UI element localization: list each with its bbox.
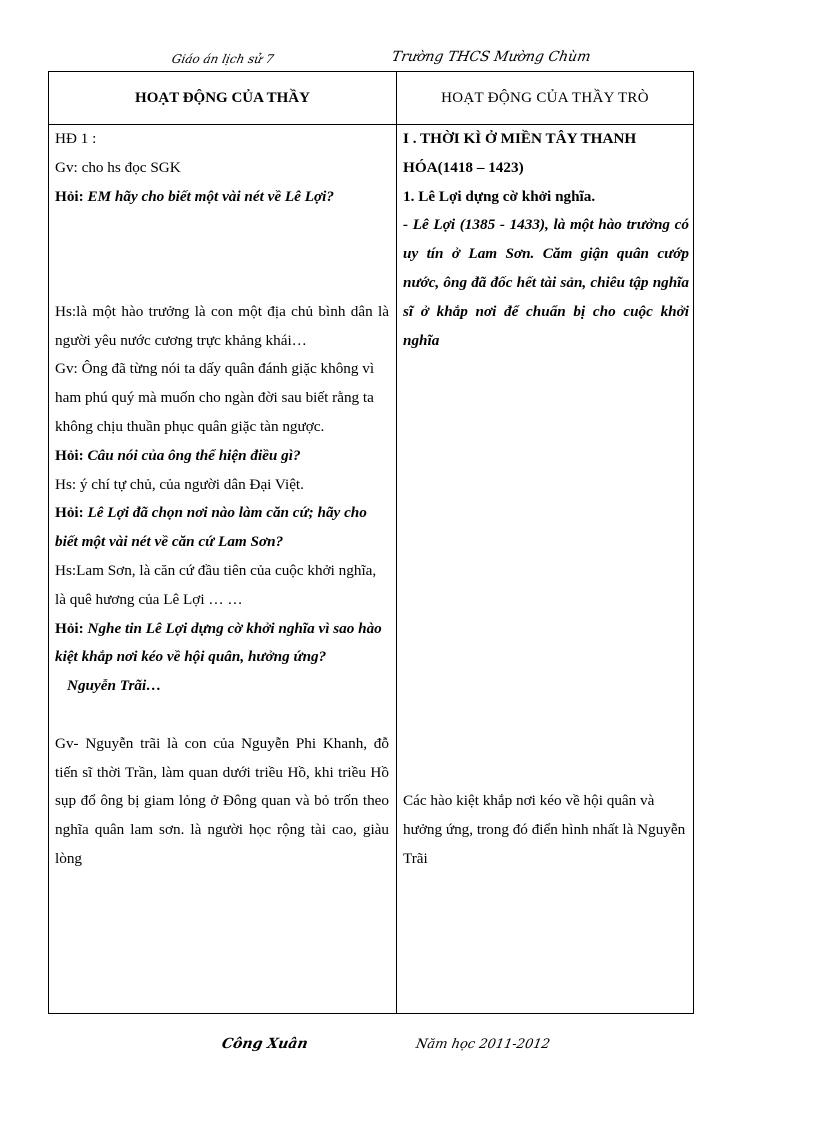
activity-label: HĐ 1 : [55, 130, 97, 147]
lesson-table [48, 71, 694, 1014]
question-2 [55, 442, 389, 471]
subheading: 1. Lê Lợi dựng cờ khởi nghĩa. [403, 187, 596, 205]
teacher-line: Gv: cho hs đọc SGK [55, 158, 181, 176]
question-3 [55, 499, 389, 557]
question-text: EM hãy cho biết một vài nét về Lê Lợi? [83, 187, 334, 205]
question-text: Lê Lợi đã chọn nơi nào làm căn cứ; hãy cho biết một vài nét về căn cứ Lam Sơn? [55, 504, 367, 551]
question-4 [55, 615, 389, 673]
teacher-student-activity-column [403, 125, 689, 874]
question-label: Hỏi: [55, 446, 84, 464]
student-answer-2: Hs: ý chí tự chủ, của người dân Đại Việt. [55, 475, 304, 493]
student-answer-1: Hs:là một hào trưởng là con một địa chủ bình dân là người yêu nước cương trực khảng khái… [55, 302, 389, 349]
question-label: Hỏi: [55, 619, 84, 637]
content-lê-loi: - Lê Lợi (1385 - 1433), là một hào trưởng có uy tín ở Lam Sơn. Căm giận quân cướp nước, ông đã đốc hết tài sản, chiêu tập nghĩa sĩ ở khắp nơi để chuẩn bị cho cuộc khởi nghĩa [403, 216, 689, 349]
question-text: Nghe tin Lê Lợi dựng cờ khởi nghĩa vì sao hào kiệt khắp nơi kéo về hội quân, hưởng ứng? [55, 619, 382, 666]
student-answer-3: Hs:Lam Sơn, là căn cứ đầu tiên của cuộc khởi nghĩa, là quê hương của Lê Lợi … … [55, 561, 377, 608]
question-label: Hỏi: [55, 187, 84, 205]
content-hao-kiet: Các hào kiệt khắp nơi kéo về hội quân và hưởng ứng, trong đó điển hình nhất là Nguyễn Trãi [403, 792, 686, 867]
teacher-activity-column [55, 125, 389, 874]
question-1 [55, 183, 389, 212]
teacher-student-column-heading: HOẠT ĐỘNG CỦA THẦY TRÒ [441, 89, 649, 106]
column-divider [396, 72, 397, 1013]
teacher-remark-2: Gv- Nguyễn trãi là con của Nguyễn Phi Khanh, đỗ tiến sĩ thời Trần, làm quan dưới triều Hồ, khi triều Hồ sụp đổ ông bị giam lỏng ở Đông quan và bỏ trốn theo nghĩa quân lam sơn. là người học rộng tài cao, giàu lòng [55, 734, 389, 867]
teacher-column-heading: HOẠT ĐỘNG CỦA THẦY [135, 89, 310, 106]
section-heading: I . THỜI KÌ Ở MIỀN TÂY THANH HÓA(1418 – 1423) [403, 130, 637, 176]
footer-left: Công Xuân [220, 1036, 310, 1052]
header-right: Trường THCS Mường Chùm [390, 49, 592, 65]
header-left: Giáo án lịch sử 7 [170, 52, 276, 66]
question-text: Câu nói của ông thể hiện điều gì? [83, 446, 301, 464]
footer-right: Năm học 2011-2012 [414, 1037, 552, 1052]
question-label: Hỏi: [55, 504, 84, 522]
answer-nguyen-trai: Nguyễn Trãi… [67, 677, 162, 695]
teacher-remark-1: Gv: Ông đã từng nói ta dấy quân đánh giặc không vì ham phú quý mà muốn cho ngàn đời sau biết rằng ta không chịu thuần phục quân giặc tàn ngược. [55, 360, 375, 435]
